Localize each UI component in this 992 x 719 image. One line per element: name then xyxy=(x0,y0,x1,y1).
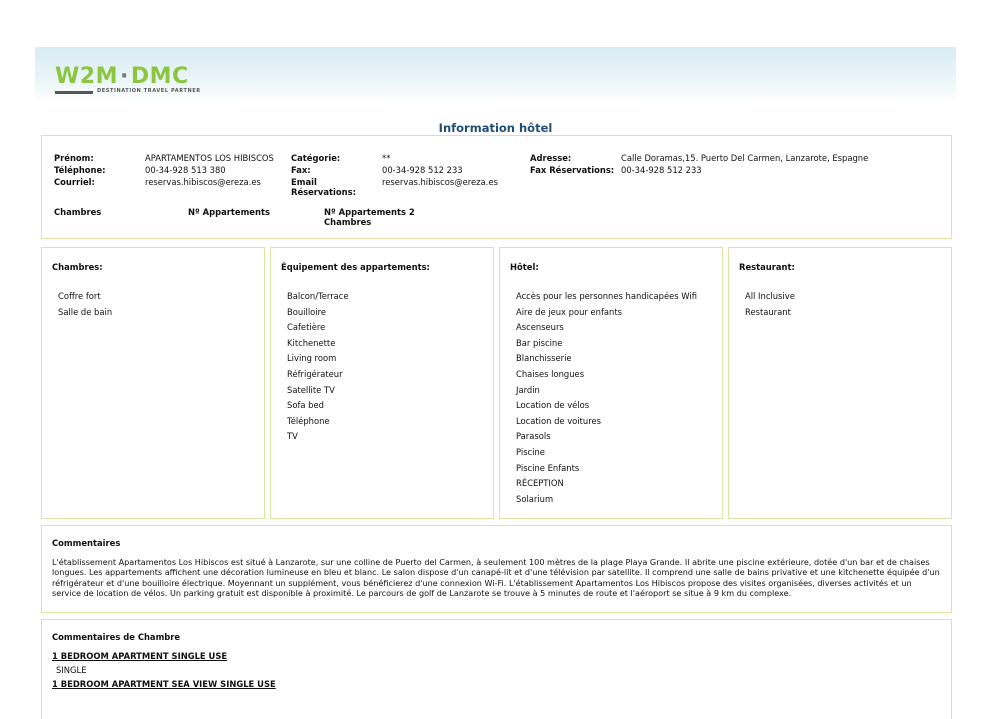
prenom-label: Prénom: xyxy=(54,153,94,163)
list-item: Restaurant xyxy=(745,306,791,317)
list-item: Piscine xyxy=(516,446,545,457)
list-item: Parasols xyxy=(516,431,551,442)
email-reservations-label-line2: Réservations: xyxy=(291,187,356,197)
logo-w2m: W2M xyxy=(55,64,118,89)
list-item: Réfrigérateur xyxy=(287,368,343,379)
categorie-label: Catégorie: xyxy=(291,153,341,163)
logo-dot: · xyxy=(119,64,129,89)
list-item: Blanchisserie xyxy=(516,353,572,364)
list-item: Aire de jeux pour enfants xyxy=(516,306,623,317)
list-item: Living room xyxy=(287,353,337,364)
list-item: Balcon/Terrace xyxy=(287,291,349,301)
n-appartements-2-label-line1: Nº Appartements 2 xyxy=(324,207,415,217)
list-item: TV xyxy=(287,431,298,442)
comments-title: Commentaires xyxy=(52,538,121,548)
list-item: Cafetière xyxy=(287,322,326,333)
list-item: Jardin xyxy=(516,384,540,395)
telephone-value: 00-34-928 513 380 xyxy=(145,165,226,175)
restaurant-list xyxy=(745,289,795,320)
categorie-value: ** xyxy=(382,153,391,163)
logo-tagline: DESTINATION TRAVEL PARTNER xyxy=(97,88,201,94)
list-item: Location de vélos xyxy=(516,400,590,411)
chambres-label: Chambres xyxy=(54,207,102,217)
courriel-value: reservas.hibiscos@ereza.es xyxy=(145,177,261,187)
fax-reservations-value: 00-34-928 512 233 xyxy=(621,165,702,175)
list-item: All Inclusive xyxy=(745,291,795,301)
adresse-value: Calle Doramas,15. Puerto Del Carmen, Lanzarote, Espagne xyxy=(621,153,869,163)
courriel-label: Courriel: xyxy=(54,177,95,187)
list-item: Kitchenette xyxy=(287,337,336,348)
telephone-label: Téléphone: xyxy=(54,165,106,175)
email-reservations-value: reservas.hibiscos@ereza.es xyxy=(382,177,498,187)
list-item: Location de voitures xyxy=(516,415,601,426)
room-sub: SINGLE xyxy=(56,665,87,675)
n-appartements-2-label-line2: Chambres xyxy=(324,217,372,227)
header-banner xyxy=(35,47,956,103)
list-item: Satellite TV xyxy=(287,384,335,395)
room-name: 1 BEDROOM APARTMENT SEA VIEW SINGLE USE xyxy=(52,679,276,689)
list-item: Accès pour les personnes handicapées Wifi xyxy=(516,291,697,301)
page-title: Information hôtel xyxy=(438,121,553,135)
list-item: Téléphone xyxy=(287,415,330,426)
hotel-column-title: Hôtel: xyxy=(510,262,539,272)
list-item: Solarium xyxy=(516,493,554,504)
list-item: Salle de bain xyxy=(58,306,113,317)
n-appartements-label: Nº Appartements xyxy=(188,207,270,217)
hotel-info-box xyxy=(41,135,952,239)
room-comments-title: Commentaires de Chambre xyxy=(52,632,181,642)
hotel-column xyxy=(499,247,723,519)
logo-wordmark xyxy=(55,65,189,89)
fax-label: Fax: xyxy=(291,165,311,175)
prenom-value: APARTAMENTOS LOS HIBISCOS xyxy=(145,153,274,163)
document-page xyxy=(35,47,956,689)
list-item: Bar piscine xyxy=(516,337,563,348)
fax-value: 00-34-928 512 233 xyxy=(382,165,463,175)
equipement-column-title: Équipement des appartements: xyxy=(281,262,430,272)
list-item: Sofa bed xyxy=(287,400,324,411)
hotel-list xyxy=(516,289,697,507)
equipement-column xyxy=(270,247,494,519)
logo-bar xyxy=(55,91,93,94)
room-comments-box xyxy=(41,619,952,719)
list-item: Coffre fort xyxy=(58,291,101,301)
list-item: Bouilloire xyxy=(287,306,327,317)
email-reservations-label-line1: Email xyxy=(291,177,317,187)
list-item: RÉCEPTION xyxy=(516,478,564,489)
list-item: Piscine Enfants xyxy=(516,462,580,473)
restaurant-column-title: Restaurant: xyxy=(739,262,795,272)
w2m-dmc-logo xyxy=(55,65,215,101)
list-item: Chaises longues xyxy=(516,368,585,379)
adresse-label: Adresse: xyxy=(530,153,572,163)
restaurant-column xyxy=(728,247,952,519)
list-item: Ascenseurs xyxy=(516,322,564,333)
comments-box xyxy=(41,525,952,613)
room-name: 1 BEDROOM APARTMENT SINGLE USE xyxy=(52,651,228,661)
chambres-column xyxy=(41,247,265,519)
logo-dmc: DMC xyxy=(130,64,189,89)
chambres-column-title: Chambres: xyxy=(52,262,103,272)
fax-reservations-label: Fax Réservations: xyxy=(530,165,615,175)
comments-text: L'établissement Apartamentos Los Hibiscos est situé à Lanzarote, sur une colline de Puerto del Carmen, à seulement 100 mètres de la plage Playa Grande. Il abrite une piscine extérieure, dotée d'un bar et de chaises longues. Les appartements affichent une décoration lumineuse en bleu et blanc. Le salon dispose d'un canapé-lit et d'une télévision par satellite. Il comprend une salle de bains privative et une kitchenette équipée d'un réfrigérateur et d'une bouilloire électrique. Moyennant un supplément, vous bénéficierez d'une connexion Wi-Fi. L'établissement Apartamentos Los Hibiscos propose des visites organisées, diverses activités et un service de location de vélos. Un parking gratuit est disponible à proximité. Le parcours de golf de Lanzarote se trouve à 5 minutes de route et l'aéroport se situe à 9 km du complexe. xyxy=(52,557,940,599)
chambres-list xyxy=(58,289,112,320)
equipement-list xyxy=(287,289,349,445)
